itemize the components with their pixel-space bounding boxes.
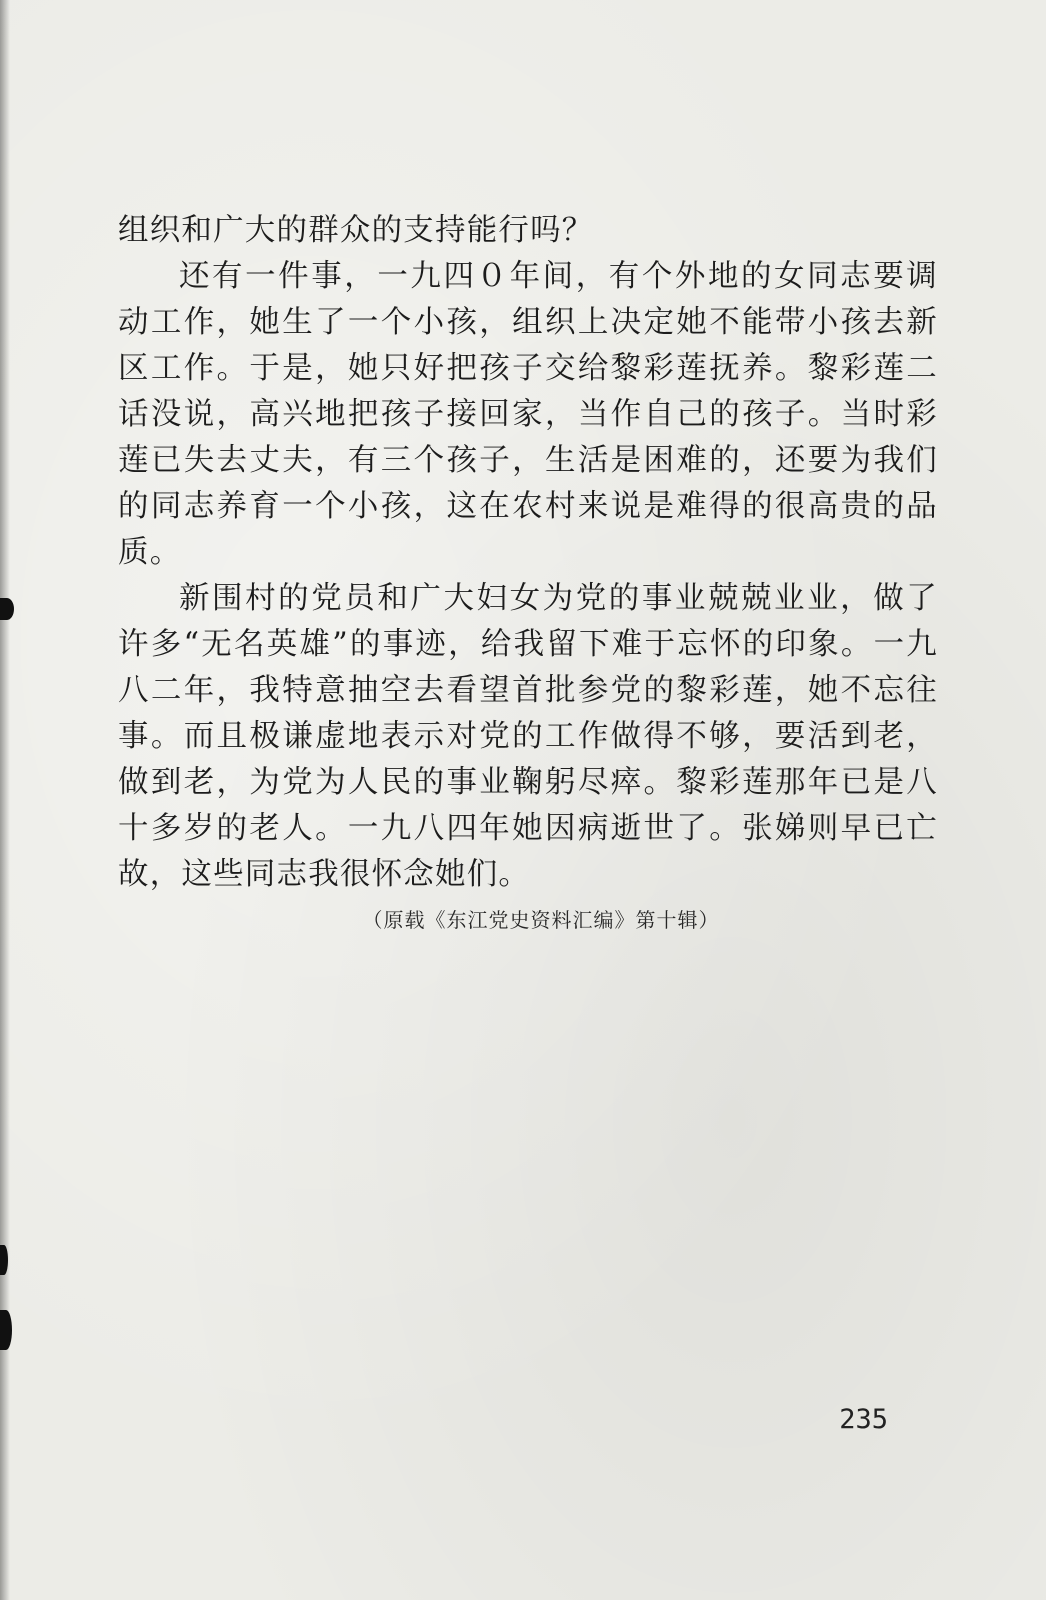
- ink-blot: [0, 598, 14, 620]
- ink-blot: [0, 1310, 12, 1350]
- paragraph-1: 组织和广大的群众的支持能行吗？: [118, 213, 594, 248]
- page-number: 235: [839, 1404, 888, 1435]
- page-edge-shadow: [0, 0, 10, 1600]
- paragraph-3: 新围村的党员和广大妇女为党的事业兢兢业业，做了许多“无名英雄”的事迹，给我留下难于忘怀的印象。一九八二年，我特意抽空去看望首批参党的黎彩莲，她不忘往事。而且极谦虚地表示对党的工作做得不够，要活到老，做到老，为党为人民的事业鞠躬尽瘁。黎彩莲那年已是八十多岁的老人。一九八四年她因病逝世了。张娣则早已亡故，这些同志我很怀念她们。: [118, 581, 938, 892]
- ink-blot: [0, 1245, 8, 1275]
- paragraph-2: 还有一件事，一九四０年间，有个外地的女同志要调动工作，她生了一个小孩，组织上决定她不能带小孩去新区工作。于是，她只好把孩子交给黎彩莲抚养。黎彩莲二话没说，高兴地把孩子接回家，当作自己的孩子。当时彩莲已失去丈夫，有三个孩子，生活是困难的，还要为我们的同志养育一个小孩，这在农村来说是难得的很高贵的品质。: [118, 259, 938, 570]
- source-note: [0, 904, 1046, 933]
- source-note-text: （原载《东江党史资料汇编》第十辑）: [362, 908, 720, 932]
- body-text: [118, 208, 938, 898]
